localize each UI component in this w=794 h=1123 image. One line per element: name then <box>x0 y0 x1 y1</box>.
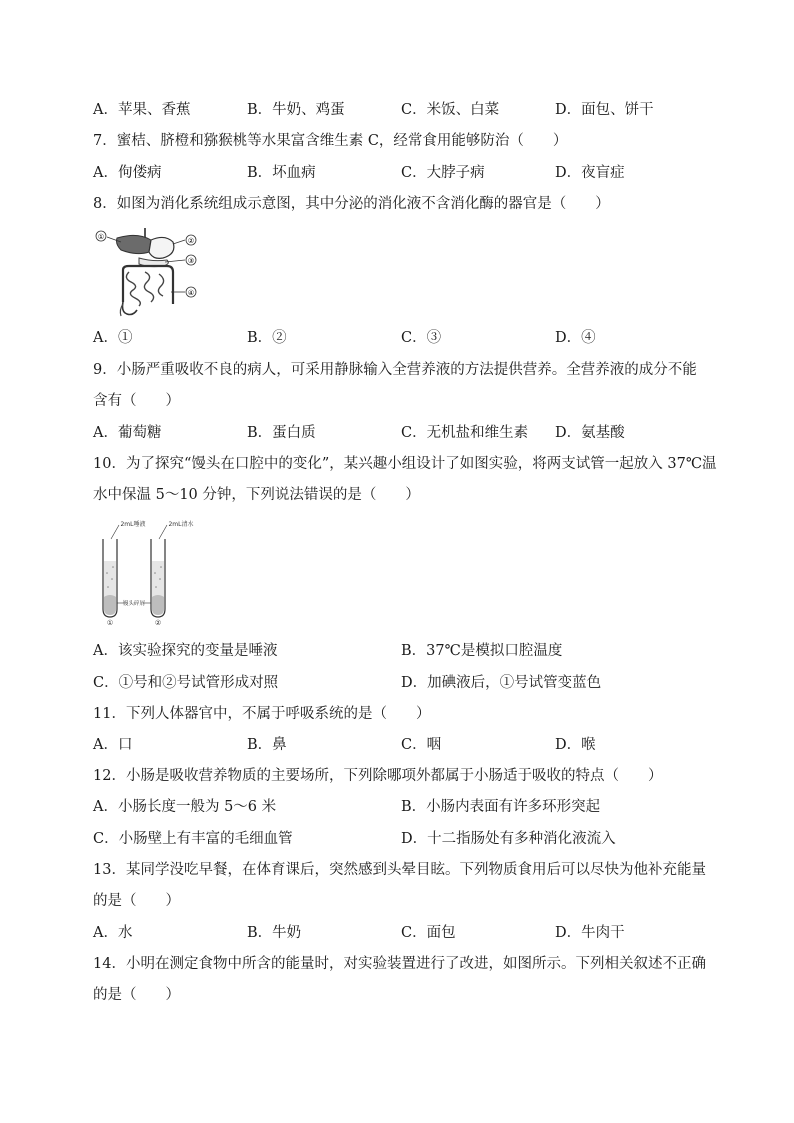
q9-option-d: D．氨基酸 <box>555 425 625 441</box>
q9-option-b: B．蛋白质 <box>247 425 316 441</box>
q8-figure-label-4: ④ <box>187 289 195 297</box>
q6-option-c: C．米饭、白菜 <box>401 102 500 118</box>
q8-option-d: D．④ <box>555 330 596 346</box>
q10-stem-line2: 水中保温 5～10 分钟，下列说法错误的是（ ） <box>93 487 420 503</box>
q11-option-d: D．喉 <box>555 737 596 753</box>
bread-crumbs-label: 馒头碎屑 <box>122 601 146 607</box>
q11-option-a: A．口 <box>93 737 133 753</box>
q7-option-b: B．坏血病 <box>247 165 316 181</box>
q10-option-c: C．①号和②号试管形成对照 <box>93 675 279 691</box>
test-tube-figure <box>95 517 205 625</box>
q12-option-d: D．十二指肠处有多种消化液流入 <box>401 831 616 847</box>
q7-option-a: A．佝偻病 <box>93 165 162 181</box>
digestive-system-figure <box>93 226 213 318</box>
tube1-top-label: 2mL唾液 <box>120 521 146 528</box>
q6-option-b: B．牛奶、鸡蛋 <box>247 102 345 118</box>
q9-stem-line2: 含有（ ） <box>93 393 180 409</box>
q8-stem: 8．如图为消化系统组成示意图，其中分泌的消化液不含消化酶的器官是（ ） <box>93 196 610 212</box>
q8-option-b: B．② <box>247 330 287 346</box>
q8-option-a: A．① <box>93 330 133 346</box>
q13-option-a: A．水 <box>93 925 133 941</box>
q9-option-c: C．无机盐和维生素 <box>401 425 529 441</box>
q13-stem-line1: 13．某同学没吃早餐，在体育课后，突然感到头晕目眩。下列物质食用后可以尽快为他补充能量 <box>93 862 706 878</box>
q8-figure-label-3: ③ <box>187 257 195 265</box>
q7-stem: 7．蜜桔、脐橙和猕猴桃等水果富含维生素 C，经常食用能够防治（ ） <box>93 133 568 149</box>
tube2-top-label: 2mL清水 <box>168 521 194 528</box>
q10-option-d: D．加碘液后，①号试管变蓝色 <box>401 675 602 691</box>
tube1-number: ① <box>106 619 114 625</box>
q12-option-c: C．小肠壁上有丰富的毛细血管 <box>93 831 293 847</box>
q13-option-d: D．牛肉干 <box>555 925 625 941</box>
q13-option-b: B．牛奶 <box>247 925 302 941</box>
q10-option-a: A．该实验探究的变量是唾液 <box>93 643 278 659</box>
q12-option-a: A．小肠长度一般为 5～6 米 <box>93 799 277 815</box>
q11-option-b: B．鼻 <box>247 737 287 753</box>
q14-stem-line1: 14．小明在测定食物中所含的能量时，对实验装置进行了改进，如图所示。下列相关叙述不正确 <box>93 956 706 972</box>
q11-option-c: C．咽 <box>401 737 442 753</box>
q12-stem: 12．小肠是吸收营养物质的主要场所，下列除哪项外都属于小肠适于吸收的特点（ ） <box>93 768 663 784</box>
q6-option-a: A．苹果、香蕉 <box>93 102 191 118</box>
q9-option-a: A．葡萄糖 <box>93 425 162 441</box>
q14-stem-line2: 的是（ ） <box>93 987 180 1003</box>
q7-option-d: D．夜盲症 <box>555 165 625 181</box>
q7-option-c: C．大脖子病 <box>401 165 485 181</box>
q8-figure-label-2: ② <box>187 237 195 245</box>
q11-stem: 11．下列人体器官中，不属于呼吸系统的是（ ） <box>93 706 431 722</box>
q13-stem-line2: 的是（ ） <box>93 893 180 909</box>
q13-option-c: C．面包 <box>401 925 456 941</box>
q12-option-b: B．小肠内表面有许多环形突起 <box>401 799 601 815</box>
q10-stem-line1: 10．为了探究“馒头在口腔中的变化”，某兴趣小组设计了如图实验，将两支试管一起放入 37℃温 <box>93 456 717 472</box>
q6-option-d: D．面包、饼干 <box>555 102 654 118</box>
q10-option-b: B．37℃是模拟口腔温度 <box>401 643 563 659</box>
q8-option-c: C．③ <box>401 330 442 346</box>
q9-stem-line1: 9．小肠严重吸收不良的病人，可采用静脉输入全营养液的方法提供营养。全营养液的成分不能 <box>93 362 697 378</box>
tube2-number: ② <box>154 619 162 625</box>
q8-figure-label-1: ① <box>97 233 105 241</box>
